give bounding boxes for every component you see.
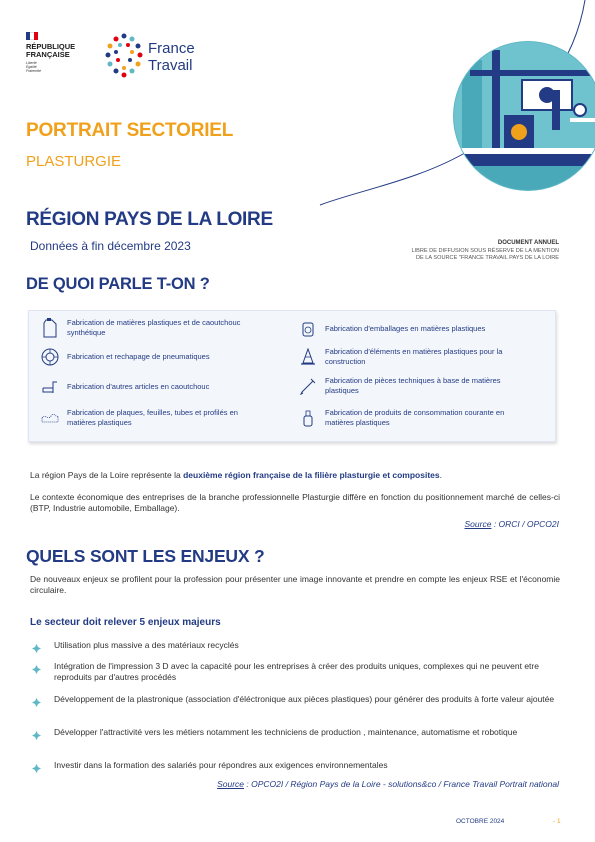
intro-text-end: .	[439, 470, 442, 480]
republique-francaise-logo	[26, 32, 96, 73]
activity-item	[291, 346, 553, 368]
diamond-bullet-icon	[32, 694, 54, 712]
document-meta-line2: DE LA SOURCE "FRANCE TRAVAIL PAYS DE LA LOIRE	[415, 255, 559, 261]
recycle-bottle-icon	[291, 318, 325, 340]
tire-icon	[33, 346, 67, 368]
enjeu-item	[32, 760, 560, 778]
section2-heading: QUELS SONT LES ENJEUX ?	[26, 546, 265, 566]
activities-box	[28, 310, 556, 442]
cone-icon	[291, 346, 325, 368]
source-note	[465, 519, 559, 529]
jerrycan-icon	[33, 317, 67, 339]
enjeu-item	[32, 727, 560, 745]
activity-label: Fabrication et rechapage de pneumatiques	[67, 352, 210, 361]
enjeu-item	[32, 640, 560, 658]
region-date: Données à fin décembre 2023	[30, 239, 191, 253]
activity-label: Fabrication de produits de consommation courante en matières plastiques	[325, 408, 505, 427]
diamond-bullet-icon	[32, 760, 54, 778]
diamond-bullet-icon	[32, 661, 54, 683]
source-text: : OPCO2I / Région Pays de la Loire - solutions&co / France Travail Portrait national	[244, 779, 559, 789]
activity-item	[33, 317, 283, 339]
enjeux-intro: De nouveaux enjeux se profilent pour la profession pour présenter une image innovante et prendre en compte les enjeux RSE et l'économie circulaire.	[30, 574, 560, 595]
enjeux-subheading: Le secteur doit relever 5 enjeux majeurs	[30, 617, 221, 628]
activity-item	[291, 375, 553, 397]
enjeu-item	[32, 694, 560, 712]
intro-paragraph	[30, 470, 560, 481]
french-flag-icon	[26, 32, 38, 40]
region-title: RÉGION PAYS DE LA LOIRE	[26, 209, 273, 230]
activity-label: Fabrication de matières plastiques et de caoutchouc synthétique	[67, 318, 241, 337]
spray-bottle-icon	[291, 407, 325, 429]
faucet-icon	[33, 376, 67, 398]
page-title: PORTRAIT SECTORIEL	[26, 120, 234, 141]
activity-item	[291, 407, 553, 429]
activity-item	[33, 346, 283, 368]
diamond-bullet-icon	[32, 640, 54, 658]
enjeu-item	[32, 661, 560, 683]
activity-item	[291, 318, 553, 340]
footer-date: OCTOBRE 2024	[456, 818, 505, 825]
pen-tool-icon	[291, 375, 325, 397]
document-meta	[411, 240, 559, 263]
activity-label: Fabrication d'autres articles en caoutchouc	[67, 382, 210, 391]
context-paragraph: Le contexte économique des entreprises de la branche professionnelle Plasturgie diffère en fonction du positionnement marché de celles-ci (BTP, Industrie automobile, Emballage).	[30, 492, 560, 513]
enjeu-text: Utilisation plus massive a des matériaux recyclés	[54, 640, 239, 650]
source-note-2	[217, 779, 559, 789]
source-label: Source	[217, 779, 245, 789]
republique-motto: Liberté Égalité Fraternité	[26, 61, 41, 73]
document-meta-line1: LIBRE DE DIFFUSION SOUS RÉSERVE DE LA MENTION	[411, 247, 559, 254]
intro-text: La région Pays de la Loire représente la	[30, 470, 184, 480]
sheet-icon	[33, 407, 67, 429]
republique-name: RÉPUBLIQUE FRANÇAISE	[26, 42, 76, 59]
enjeu-text: Intégration de l'impression 3 D avec la capacité pour les entreprises à créer des produits uniques, complexes qui ne peuvent etre reproduits par d'autres procédés	[54, 661, 539, 682]
source-text: : ORCI / OPCO2I	[491, 519, 559, 529]
activity-item	[33, 407, 283, 429]
france-travail-name: France Travail	[148, 40, 195, 74]
source-label: Source	[464, 519, 492, 529]
activity-label: Fabrication d'éléments en matières plastiques pour la construction	[325, 347, 503, 366]
activity-label: Fabrication de pièces techniques à base de matières plastiques	[325, 376, 501, 395]
page-subtitle: PLASTURGIE	[26, 153, 122, 170]
enjeu-text: Investir dans la formation des salariés pour répondres aux exigences environnementales	[54, 760, 388, 770]
intro-bold-text: deuxième région française de la filière plasturgie et composites	[183, 470, 440, 480]
activity-label: Fabrication de plaques, feuilles, tubes et profilés en matières plastiques	[67, 408, 238, 427]
enjeu-text: Développer l'attractivité vers les métiers notamment les techniciens de production , maintenance, automatisme et robotique	[54, 727, 518, 737]
france-travail-logo	[104, 30, 234, 80]
activity-item	[33, 376, 283, 398]
activity-label: Fabrication d'emballages en matières plastiques	[325, 324, 486, 333]
diamond-bullet-icon	[32, 727, 54, 745]
enjeu-text: Développement de la plastronique (association d'éléctronique aux pièces plastiques) pour générer des produits à forte valeur ajoutée	[54, 694, 555, 704]
page-number: - 1	[553, 818, 561, 825]
france-travail-dots-icon	[104, 30, 148, 80]
document-type: DOCUMENT ANNUEL	[497, 240, 559, 246]
section1-heading: DE QUOI PARLE T-ON ?	[26, 275, 210, 293]
factory-machine-illustration	[452, 40, 595, 192]
